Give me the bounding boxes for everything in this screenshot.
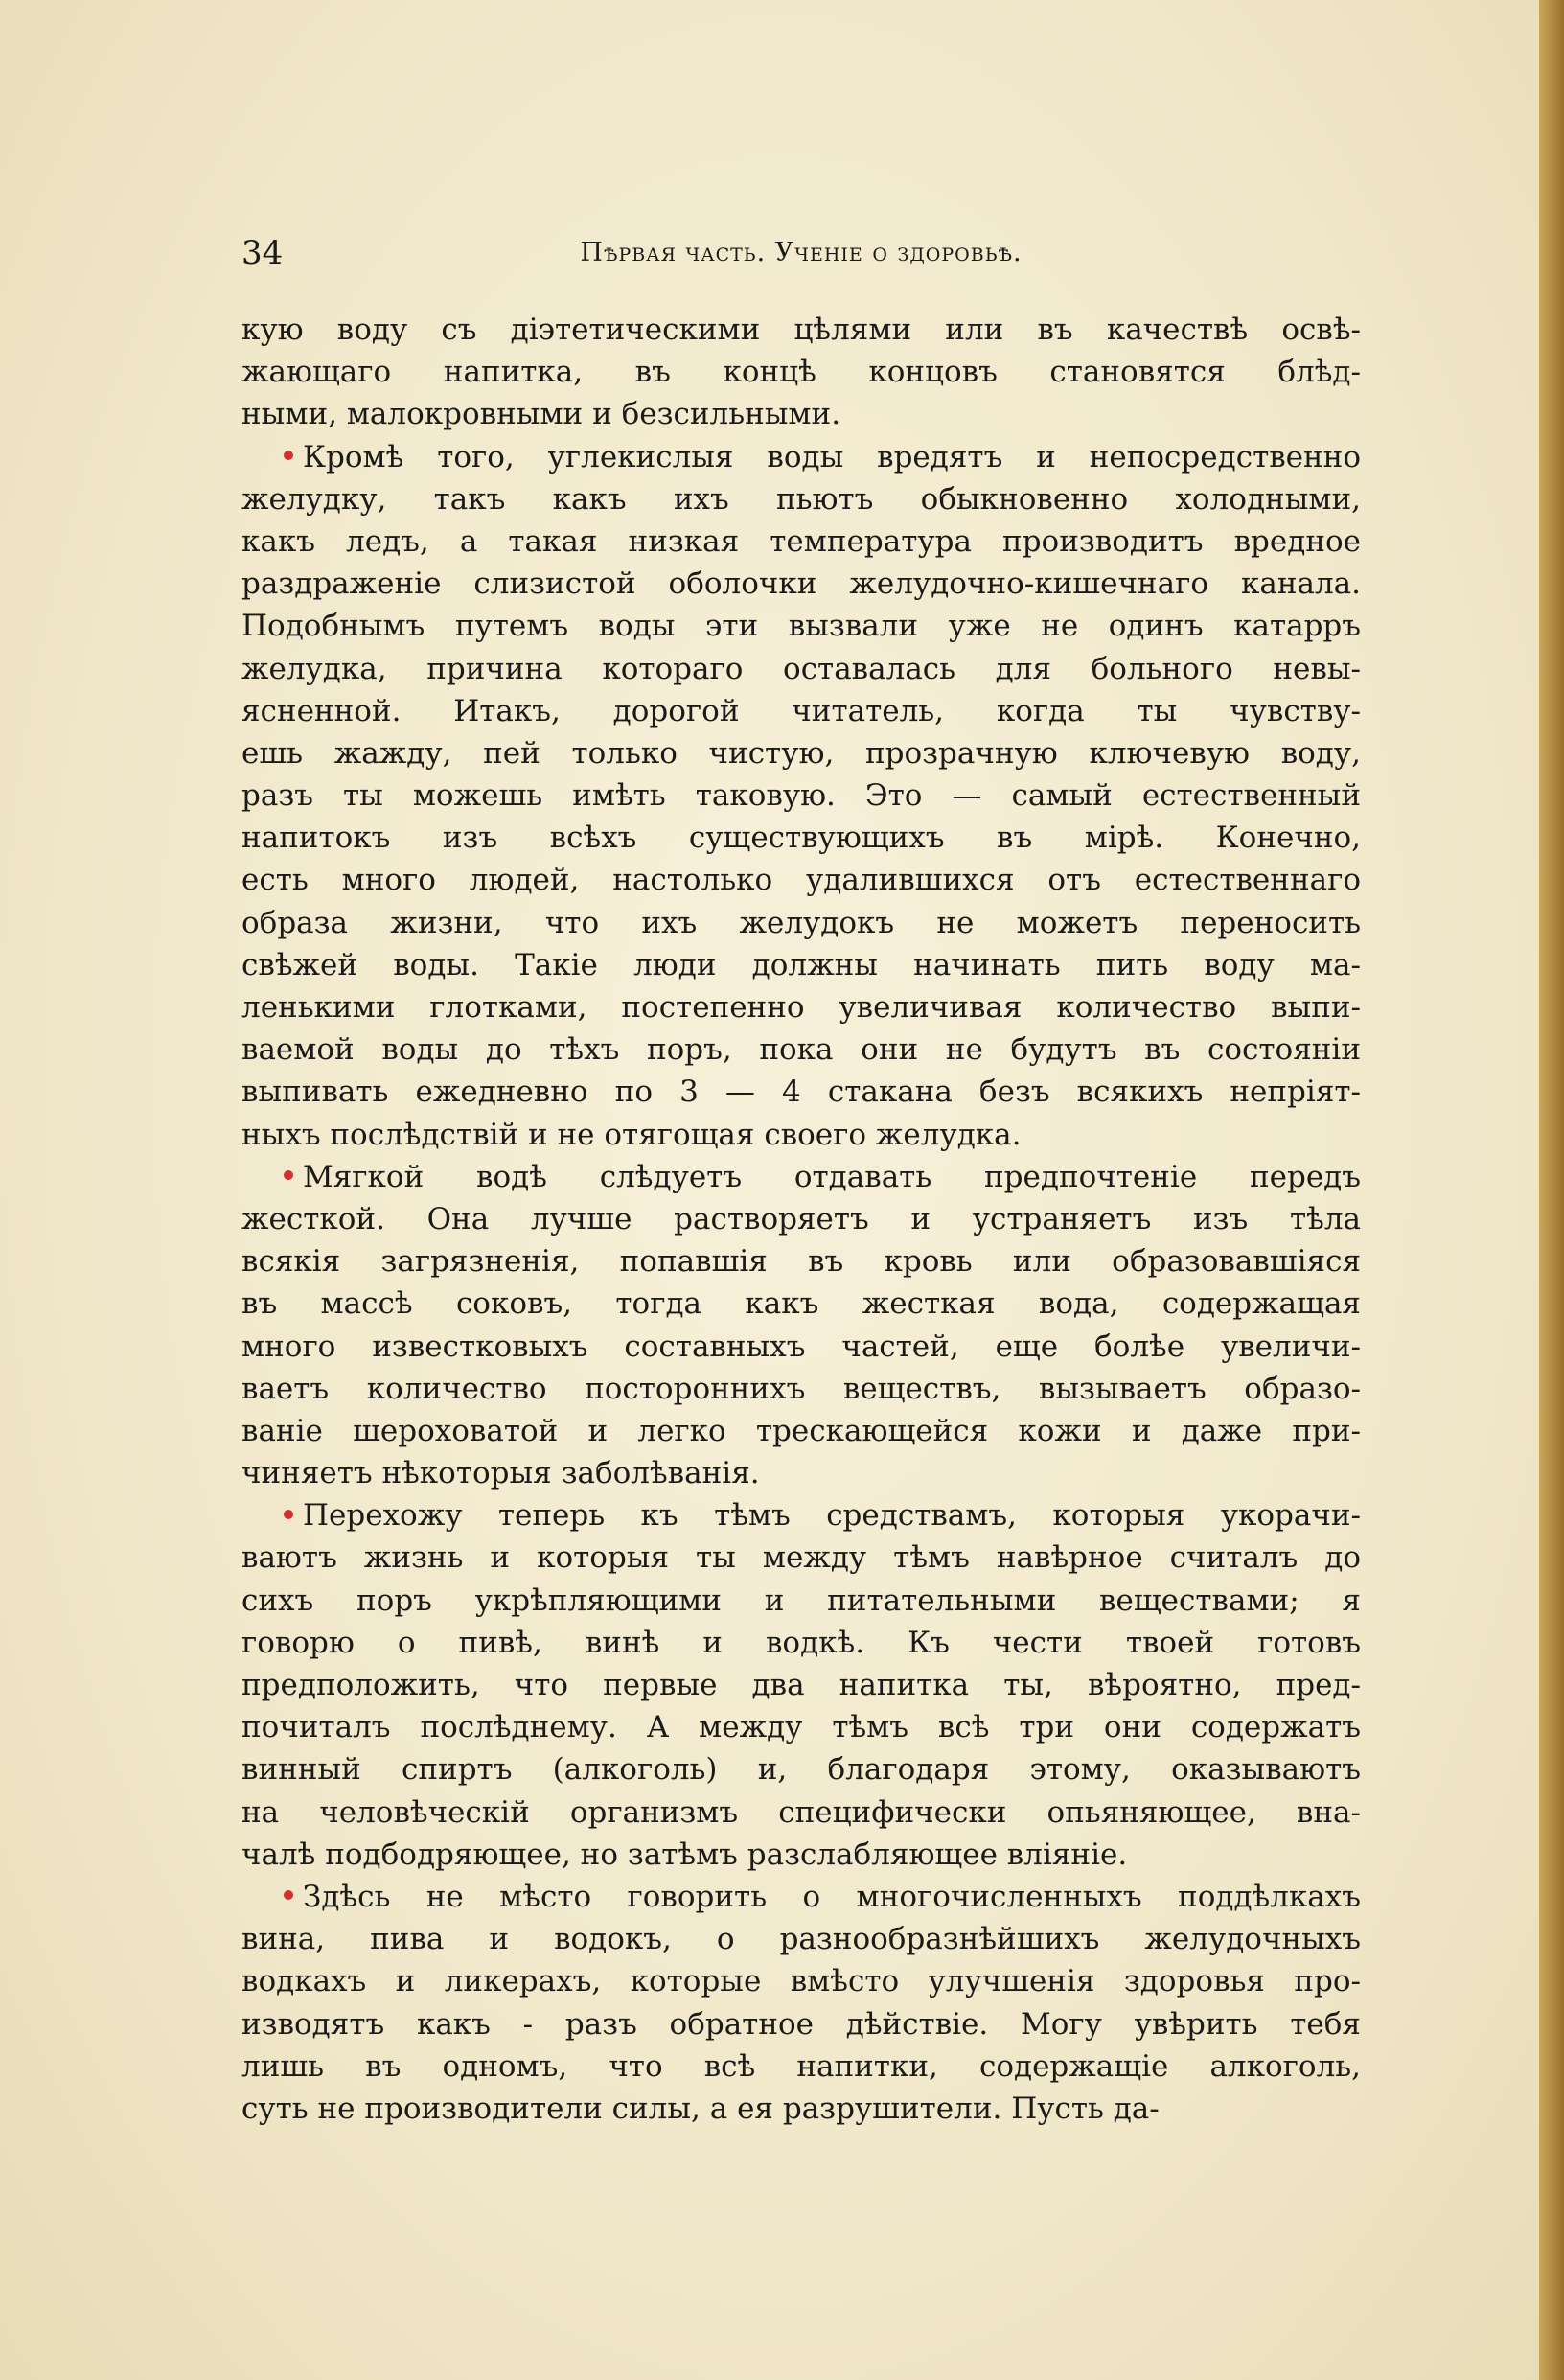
line-text: на человѣческій организмъ специфически опьяняющее, вна-	[242, 1794, 1361, 1830]
text-line	[242, 859, 1361, 901]
line-text: образа жизни, что ихъ желудокъ не можетъ переносить	[242, 905, 1361, 940]
paragraph-marker-icon	[284, 1170, 293, 1180]
line-text: чиняетъ нѣкоторыя заболѣванія.	[242, 1456, 760, 1491]
text-line	[242, 309, 1361, 351]
paragraph-marker-icon	[284, 1890, 293, 1900]
text-line	[242, 520, 1361, 563]
text-line	[242, 351, 1361, 393]
line-text: суть не производители силы, а ея разрушители. Пусть да-	[242, 2091, 1160, 2126]
line-text: Перехожу теперь къ тѣмъ средствамъ, которыя укорачи-	[303, 1498, 1361, 1534]
line-text: Кромѣ того, углекислыя воды вредятъ и непосредственно	[303, 439, 1361, 474]
text-line	[242, 1368, 1361, 1410]
line-text: ешь жажду, пей только чистую, прозрачную ключевую воду,	[242, 735, 1361, 771]
paragraph	[242, 1876, 1361, 2130]
text-line	[242, 1537, 1361, 1579]
paragraph-marker-icon	[284, 451, 293, 460]
line-text: напитокъ изъ всѣхъ существующихъ въ мірѣ. Конечно,	[242, 820, 1361, 856]
line-text: желудку, такъ какъ ихъ пьютъ обыкновенно холодными,	[242, 481, 1361, 517]
line-text: выпивать ежедневно по 3 — 4 стакана безъ всякихъ непріят-	[242, 1074, 1361, 1110]
paragraph	[242, 1494, 1361, 1876]
text-line	[242, 1664, 1361, 1706]
line-text: кую воду съ діэтетическими цѣлями или въ качествѣ освѣ-	[242, 312, 1361, 347]
line-text: раздраженіе слизистой оболочки желудочно-кишечнаго канала.	[242, 566, 1361, 602]
text-line	[242, 1494, 1361, 1537]
line-text: есть много людей, настолько удалившихся отъ естественнаго	[242, 863, 1361, 898]
text-line	[242, 478, 1361, 520]
text-line	[242, 1282, 1361, 1325]
text-line	[242, 817, 1361, 859]
line-text: ваетъ количество постороннихъ веществъ, вызываетъ образо-	[242, 1371, 1361, 1406]
text-line	[242, 1834, 1361, 1876]
line-text: предположить, что первые два напитка ты, вѣроятно, пред-	[242, 1668, 1361, 1702]
line-text: ленькими глотками, постепенно увеличивая количество выпи-	[242, 990, 1361, 1025]
line-text: чалѣ подбодряющее, но затѣмъ разслабляющее вліяніе.	[242, 1837, 1128, 1872]
text-line	[242, 1198, 1361, 1240]
text-line	[242, 563, 1361, 605]
text-line	[242, 1410, 1361, 1452]
line-text: желудка, причина котораго оставалась для больного невы-	[242, 651, 1361, 686]
text-line	[242, 2003, 1361, 2045]
text-line	[242, 1240, 1361, 1282]
line-text: всякія загрязненія, попавшія въ кровь или образовавшіяся	[242, 1244, 1361, 1280]
text-line	[242, 436, 1361, 478]
text-line	[242, 1071, 1361, 1113]
line-text: изводятъ какъ - разъ обратное дѣйствіе. Могу увѣрить тебя	[242, 2006, 1361, 2042]
page-number: 34	[242, 234, 284, 272]
line-text: свѣжей воды. Такіе люди должны начинать пить воду ма-	[242, 947, 1361, 982]
text-line	[242, 774, 1361, 817]
line-text: ясненной. Итакъ, дорогой читатель, когда ты чувству-	[242, 693, 1361, 728]
line-text: говорю о пивѣ, винѣ и водкѣ. Къ чести твоей готовъ	[242, 1625, 1361, 1660]
text-line	[242, 1960, 1361, 2002]
text-line	[242, 1622, 1361, 1664]
line-text: ваютъ жизнь и которыя ты между тѣмъ навѣрное считалъ до	[242, 1540, 1361, 1576]
line-text: Мягкой водѣ слѣдуетъ отдавать предпочтеніе передъ	[303, 1159, 1361, 1194]
paragraph	[242, 436, 1361, 1156]
line-text: вина, пива и водокъ, о разнообразнѣйшихъ желудочныхъ	[242, 1922, 1361, 1957]
paragraph	[242, 309, 1361, 436]
line-text: какъ ледъ, а такая низкая температура производитъ вредное	[242, 523, 1361, 559]
text-line	[242, 1326, 1361, 1368]
line-text: ными, малокровными и безсильными.	[242, 397, 841, 432]
line-text: въ массѣ соковъ, тогда какъ жесткая вода, содержащая	[242, 1286, 1361, 1322]
line-text: ваемой воды до тѣхъ поръ, пока они не будутъ въ состояніи	[242, 1032, 1361, 1068]
text-line	[242, 648, 1361, 690]
text-line	[242, 1580, 1361, 1622]
text-line	[242, 1452, 1361, 1494]
body-text	[242, 309, 1361, 2130]
line-text: винный спиртъ (алкоголь) и, благодаря этому, оказываютъ	[242, 1752, 1361, 1788]
text-line	[242, 2088, 1361, 2130]
line-text: много известковыхъ составныхъ частей, еще болѣе увеличи-	[242, 1329, 1361, 1364]
line-text: сихъ поръ укрѣпляющими и питательными веществами; я	[242, 1583, 1361, 1618]
line-text: почиталъ послѣднему. А между тѣмъ всѣ три они содержатъ	[242, 1710, 1361, 1745]
paragraph-marker-icon	[284, 1510, 293, 1519]
text-line	[242, 732, 1361, 774]
line-text: ваніе шероховатой и легко трескающейся кожи и даже при-	[242, 1413, 1361, 1448]
line-text: Подобнымъ путемъ воды эти вызвали уже не одинъ катарръ	[242, 609, 1361, 644]
text-line	[242, 605, 1361, 647]
page-header	[242, 232, 1361, 274]
text-line	[242, 902, 1361, 944]
line-text: Здѣсь не мѣсто говорить о многочисленныхъ поддѣлкахъ	[303, 1879, 1361, 1914]
page-edge-tint	[1539, 0, 1564, 2380]
line-text: жающаго напитка, въ концѣ концовъ становятся блѣд-	[242, 355, 1361, 390]
text-line	[242, 1114, 1361, 1156]
line-text: водкахъ и ликерахъ, которые вмѣсто улучшенія здоровья про-	[242, 1964, 1361, 1999]
text-line	[242, 1876, 1361, 1918]
text-line	[242, 1156, 1361, 1198]
text-line	[242, 1028, 1361, 1071]
text-line	[242, 1748, 1361, 1791]
line-text: лишь въ одномъ, что всѣ напитки, содержащіе алкоголь,	[242, 2048, 1361, 2084]
text-line	[242, 1791, 1361, 1834]
text-line	[242, 1706, 1361, 1748]
text-line	[242, 2045, 1361, 2088]
text-line	[242, 986, 1361, 1028]
line-text: жесткой. Она лучше растворяетъ и устраняетъ изъ тѣла	[242, 1201, 1361, 1236]
paragraph	[242, 1156, 1361, 1495]
line-text: ныхъ послѣдствій и не отягощая своего желудка.	[242, 1117, 1022, 1152]
text-line	[242, 393, 1361, 435]
text-line	[242, 690, 1361, 732]
text-line	[242, 1918, 1361, 1960]
running-head: Пѣрвая часть. Ученіе о здоровьѣ.	[580, 238, 1023, 267]
text-line	[242, 944, 1361, 986]
line-text: разъ ты можешь имѣть таковую. Это — самый естественный	[242, 778, 1361, 814]
